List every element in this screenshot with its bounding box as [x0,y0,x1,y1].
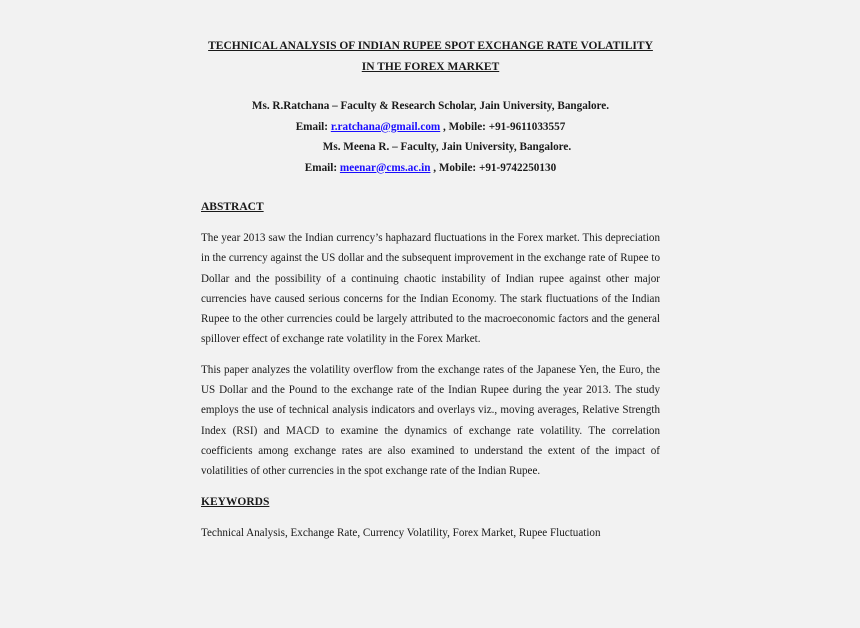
author-1-name: Ms. R.Ratchana – Faculty & Research Scholar, Jain University, Bangalore. [251,100,610,112]
author-2-name: Ms. Meena R. – Faculty, Jain University, Bangalore. [322,141,572,153]
paper-column [201,36,660,554]
keywords-heading: KEYWORDS [201,495,270,508]
author-2-email-link[interactable]: meenar@cms.ac.in [339,161,431,174]
abstract-heading: ABSTRACT [201,201,264,213]
keywords-text: Technical Analysis, Exchange Rate, Currency Volatility, Forex Market, Rupee Fluctuation [201,526,601,539]
author-2-email-label: Email: [304,161,340,174]
paper-title [201,36,660,78]
abstract-paragraph-1: The year 2013 saw the Indian currency’s haphazard fluctuations in the Forex market. This depreciation in the currency against the US dollar and the subsequent improvement in the exchange rate of Rupee to Dollar and the possibility of a continuing chaotic instability of Indian rupee against other major currencies have caused serious concerns for the Indian Economy. The stark fluctuations of the Indian Rupee to the other currencies could be largely attributed to the macroeconomic factors and the general spillover effect of exchange rate volatility in the Forex Market. [201,232,660,346]
paper-title-line-1: TECHNICAL ANALYSIS OF INDIAN RUPEE SPOT EXCHANGE RATE VOLATILITY [208,40,653,52]
abstract-paragraph-2: This paper analyzes the volatility overflow from the exchange rates of the Japanese Yen, the Euro, the US Dollar and the Pound to the exchange rate of the Indian Rupee during the year 2013. The study employs the use of technical analysis indicators and overlays viz., moving averages, Relative Strength Index (RSI) and MACD to examine the dynamics of exchange rate volatility. The correlation coefficients among exchange rates are also examined to understand the extent of the impact of volatilities of other currencies in the spot exchange rate of the Indian Rupee. [201,363,660,478]
author-1-email-link[interactable]: r.ratchana@gmail.com [330,120,441,133]
author-2-mobile: , Mobile: +91-9742250130 [430,161,557,174]
author-1-email-label: Email: [295,120,331,133]
author-1-mobile: , Mobile: +91-9611033557 [440,120,566,133]
paper-title-line-2: IN THE FOREX MARKET [361,61,500,73]
author-1-contact [201,117,660,138]
author-block [201,96,660,178]
author-2-contact [201,158,660,179]
